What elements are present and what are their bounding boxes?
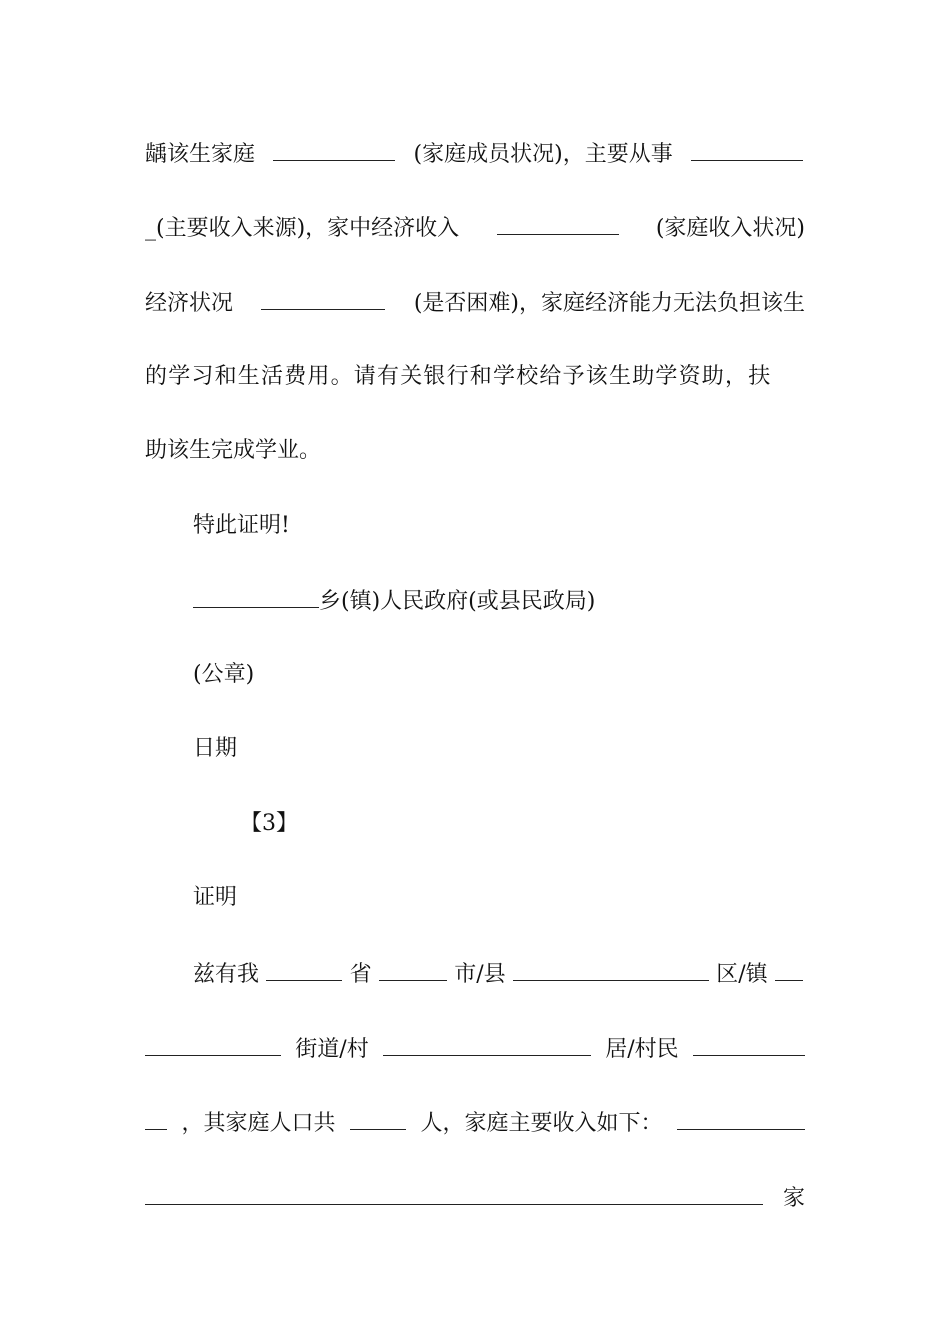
fill-blank (145, 1033, 281, 1056)
paragraph1-line2 (145, 212, 805, 244)
fill-blank (513, 958, 709, 981)
text: (家庭收入状况) (655, 216, 805, 241)
text: 市/县 (454, 962, 506, 987)
text: 省 (349, 962, 372, 987)
text: 街道/村 (295, 1037, 369, 1062)
section-marker: 【3】 (240, 811, 298, 836)
text: 兹有我 (193, 962, 260, 987)
seal-label: (公章) (193, 662, 255, 687)
text: 居/村民 (605, 1037, 679, 1062)
fill-blank (145, 1107, 167, 1130)
issuer-suffix: 乡(镇)人民政府(或县民政局) (319, 589, 596, 614)
fill-blank (145, 1182, 763, 1205)
section-title: 证明 (193, 885, 238, 910)
text: ，其家庭人口共 (181, 1111, 336, 1136)
fill-blank (693, 1033, 805, 1056)
paragraph2-line4 (145, 1182, 805, 1214)
fill-blank (677, 1107, 805, 1130)
issuer-line (193, 585, 805, 617)
closing-text: 特此证明! (193, 513, 290, 538)
paragraph1-line1 (145, 138, 805, 170)
fill-blank (383, 1033, 591, 1056)
paragraph1-line3 (145, 287, 805, 319)
text: (家庭成员状况)，主要从事 (413, 142, 673, 167)
fill-blank (775, 958, 803, 981)
fill-blank (350, 1107, 406, 1130)
fill-blank (193, 585, 319, 608)
fill-blank (691, 138, 803, 161)
text: _(主要收入来源)，家中经济收入 (145, 216, 460, 241)
text: 人，家庭主要收入如下： (420, 1111, 663, 1136)
fill-blank (497, 212, 619, 235)
paragraph2-line1 (193, 958, 805, 990)
text: 家 (782, 1186, 805, 1211)
date-label: 日期 (193, 736, 238, 761)
text: 龋该生家庭 (145, 142, 256, 167)
fill-blank (379, 958, 447, 981)
text: (是否困难)，家庭经济能力无法负担该生 (413, 291, 805, 316)
fill-blank (261, 287, 385, 310)
paragraph1-line4: 的学习和生活费用。请有关银行和学校给予该生助学资助，扶 (145, 364, 772, 389)
paragraph2-line2 (145, 1033, 805, 1065)
text: 区/镇 (716, 962, 768, 987)
fill-blank (266, 958, 342, 981)
paragraph2-line3 (145, 1107, 805, 1139)
text: 经济状况 (145, 291, 234, 316)
fill-blank (273, 138, 395, 161)
paragraph1-line5: 助该生完成学业。 (145, 438, 322, 463)
